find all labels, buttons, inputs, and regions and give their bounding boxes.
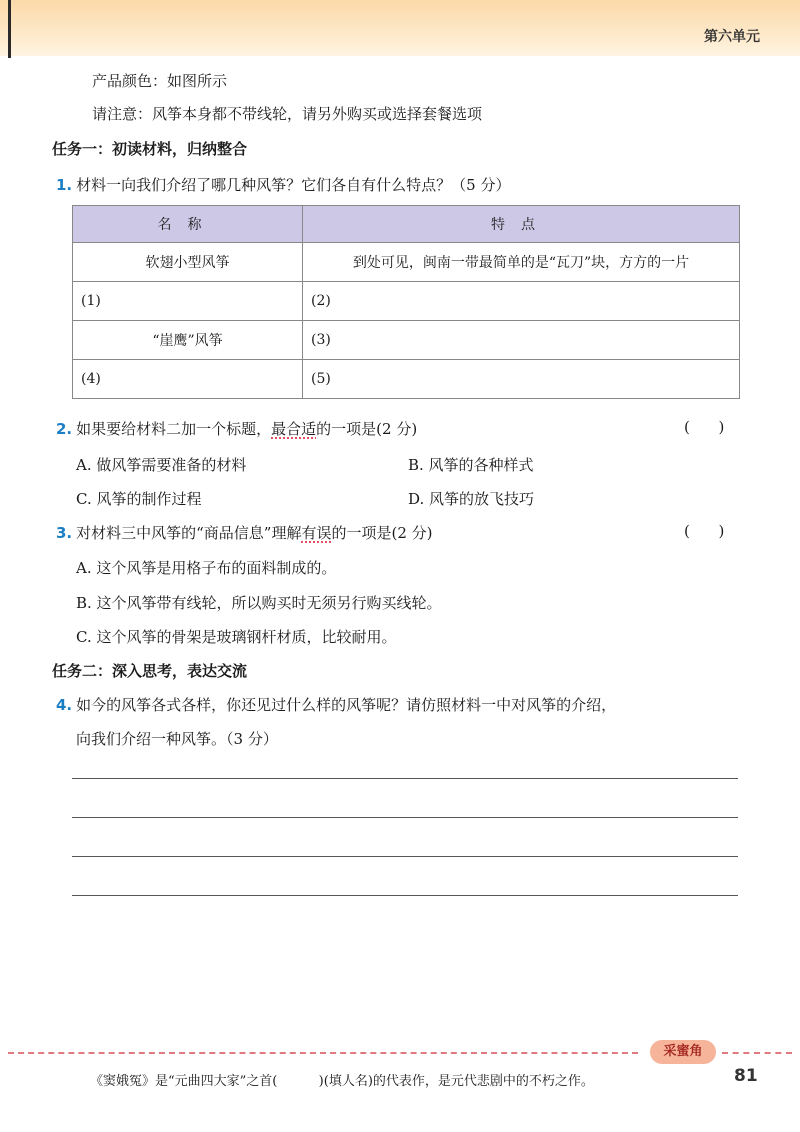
answer-line[interactable] bbox=[72, 856, 738, 857]
answer-blank-5[interactable]: (5) bbox=[303, 360, 740, 399]
material-color-line: 产品颜色：如图所示 bbox=[92, 72, 228, 90]
answer-blank-4[interactable]: (4) bbox=[73, 360, 303, 399]
task2-title: 任务二：深入思考，表达交流 bbox=[52, 662, 248, 680]
table-header-row bbox=[73, 206, 740, 243]
page-number: 81 bbox=[734, 1066, 758, 1086]
answer-blank-3[interactable]: (3) bbox=[303, 321, 740, 360]
material-note-line: 请注意：风筝本身都不带线轮，请另外购买或选择套餐选项 bbox=[92, 105, 483, 123]
question-2-option-a[interactable]: A. 做风筝需要准备的材料 bbox=[76, 456, 247, 474]
footer-badge: 采蜜角 bbox=[650, 1040, 716, 1064]
table-header-name: 名称 bbox=[73, 206, 303, 243]
table-row bbox=[73, 243, 740, 282]
kite-table bbox=[72, 205, 740, 399]
table-row bbox=[73, 321, 740, 360]
question-3-number: 3. bbox=[56, 524, 73, 542]
task1-title: 任务一：初读材料，归纳整合 bbox=[52, 140, 248, 158]
question-2-number: 2. bbox=[56, 420, 73, 438]
question-1-number: 1. bbox=[56, 176, 73, 194]
unit-title: 第六单元 bbox=[704, 29, 760, 45]
question-2-text-after: 的一项是(2 分) bbox=[316, 420, 418, 438]
table-row bbox=[73, 282, 740, 321]
question-3-option-c[interactable]: C. 这个风筝的骨架是玻璃钢杆材质，比较耐用。 bbox=[76, 628, 397, 646]
answer-blank-2[interactable]: (2) bbox=[303, 282, 740, 321]
question-4-line-2: 向我们介绍一种风筝。（3 分） bbox=[76, 730, 278, 748]
table-cell: 到处可见，闽南一带最简单的是“瓦刀”块，方方的一片 bbox=[303, 243, 740, 282]
answer-line[interactable] bbox=[72, 895, 738, 896]
question-2-option-c[interactable]: C. 风筝的制作过程 bbox=[76, 490, 202, 508]
answer-line[interactable] bbox=[72, 778, 738, 779]
question-3-text-after: 的一项是(2 分) bbox=[331, 524, 433, 542]
footer-divider bbox=[8, 1052, 638, 1054]
table-cell: “崖鹰”风筝 bbox=[73, 321, 303, 360]
answer-line[interactable] bbox=[72, 817, 738, 818]
answer-blank-1[interactable]: (1) bbox=[73, 282, 303, 321]
table-cell: 软翅小型风筝 bbox=[73, 243, 303, 282]
footer-divider bbox=[722, 1052, 792, 1054]
table-row bbox=[73, 360, 740, 399]
question-1 bbox=[56, 174, 510, 195]
question-2-option-b[interactable]: B. 风筝的各种样式 bbox=[408, 456, 534, 474]
question-2-option-d[interactable]: D. 风筝的放飞技巧 bbox=[408, 490, 535, 508]
page-edge-mark bbox=[8, 0, 11, 58]
question-3-emphasis: 有误 bbox=[301, 524, 332, 542]
question-2-answer-paren[interactable]: ( ) bbox=[684, 418, 725, 436]
question-3-option-a[interactable]: A. 这个风筝是用格子布的面料制成的。 bbox=[76, 559, 337, 577]
question-4 bbox=[56, 694, 616, 715]
question-3-answer-paren[interactable]: ( ) bbox=[684, 522, 725, 540]
question-3 bbox=[56, 522, 433, 543]
question-2 bbox=[56, 418, 417, 439]
table-header-feature: 特点 bbox=[303, 206, 740, 243]
question-2-text-before: 如果要给材料二加一个标题， bbox=[76, 420, 272, 438]
question-2-emphasis: 最合适 bbox=[271, 420, 317, 438]
question-1-text: 材料一向我们介绍了哪几种风筝？它们各自有什么特点？（5 分） bbox=[76, 176, 511, 194]
question-4-number: 4. bbox=[56, 696, 73, 714]
question-3-option-b[interactable]: B. 这个风筝带有线轮，所以购买时无须另行购买线轮。 bbox=[76, 594, 442, 612]
footer-text: 《窦娥冤》是“元曲四大家”之首( )(填人名)的代表作，是元代悲剧中的不朽之作。 bbox=[90, 1074, 594, 1089]
question-3-text-before: 对材料三中风筝的“商品信息”理解 bbox=[76, 524, 302, 542]
header-band bbox=[0, 0, 800, 56]
question-4-line-1: 如今的风筝各式各样，你还见过什么样的风筝呢？请仿照材料一中对风筝的介绍， bbox=[76, 696, 617, 714]
